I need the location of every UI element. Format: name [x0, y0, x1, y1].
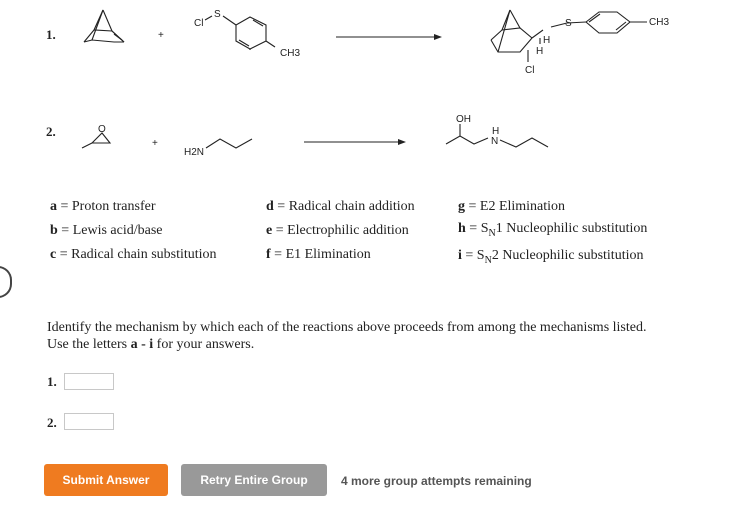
- product-ch3-label: CH3: [649, 17, 670, 28]
- product-cl-label: Cl: [525, 65, 535, 76]
- mechanism-i: $i = S_N2$ Nucleophilic substitution: [458, 247, 644, 266]
- retry-group-button[interactable]: Retry Entire Group: [181, 464, 327, 496]
- reagent-cl-label: Cl: [194, 18, 204, 29]
- product-nh-n-label: N: [491, 136, 499, 147]
- reaction-1-scheme: [70, 0, 690, 90]
- mechanism-g: g = E2 Elimination: [458, 199, 566, 214]
- reagent-s-label: S: [214, 9, 221, 20]
- epoxide-o-label: O: [98, 124, 106, 135]
- mechanism-h: $h = S_N1$ Nucleophilic substitution: [458, 221, 648, 239]
- reagent-ch3-label: CH3: [280, 48, 301, 59]
- instructions-line-2: Use the letters a - i for your answers.: [47, 337, 255, 352]
- mechanism-column-2: [266, 198, 415, 264]
- product-h-label-1: H: [543, 35, 551, 46]
- reaction-2-plus: +: [152, 138, 158, 149]
- instructions: [47, 319, 727, 353]
- product-oh-label: OH: [456, 114, 471, 125]
- norbornene-structure: [84, 10, 124, 42]
- reaction-1-plus: +: [158, 30, 164, 41]
- collapse-handle-icon[interactable]: [0, 266, 12, 298]
- reaction-2-scheme: [70, 100, 570, 170]
- product-h-label-2: H: [536, 46, 544, 57]
- product-nh-h-label: H: [492, 126, 500, 137]
- mechanism-d: d = Radical chain addition: [266, 199, 415, 214]
- mechanism-f: f = E1 Elimination: [266, 247, 371, 262]
- answer-1-input[interactable]: [64, 373, 114, 390]
- amine-h2n-label: H2N: [184, 147, 205, 158]
- mechanism-e: e = Electrophilic addition: [266, 223, 409, 238]
- mechanism-b: b = Lewis acid/base: [50, 223, 163, 238]
- answer-2-input[interactable]: [64, 413, 114, 430]
- answer-1-label: 1.: [47, 374, 57, 389]
- mechanism-column-3: [458, 198, 647, 270]
- product-s-label: S: [565, 18, 572, 29]
- mechanism-column-1: [50, 198, 217, 264]
- instructions-line-1: Identify the mechanism by which each of the reactions above proceeds from among the mechanisms listed.: [47, 320, 647, 335]
- submit-answer-button[interactable]: Submit Answer: [44, 464, 168, 496]
- propylamine-structure: [206, 139, 252, 148]
- mechanism-a: a = Proton transfer: [50, 199, 156, 214]
- reaction-1-number: 1.: [46, 27, 56, 42]
- mechanism-c: c = Radical chain substitution: [50, 247, 217, 262]
- reaction-1-arrow: [336, 34, 442, 40]
- reaction-2-number: 2.: [46, 124, 56, 139]
- epoxide-structure: [82, 133, 110, 148]
- sulfenyl-chloride-structure: [205, 16, 275, 50]
- reaction-2-arrow: [304, 139, 406, 145]
- answer-2-label: 2.: [47, 415, 57, 430]
- attempts-remaining-text: 4 more group attempts remaining: [341, 474, 532, 488]
